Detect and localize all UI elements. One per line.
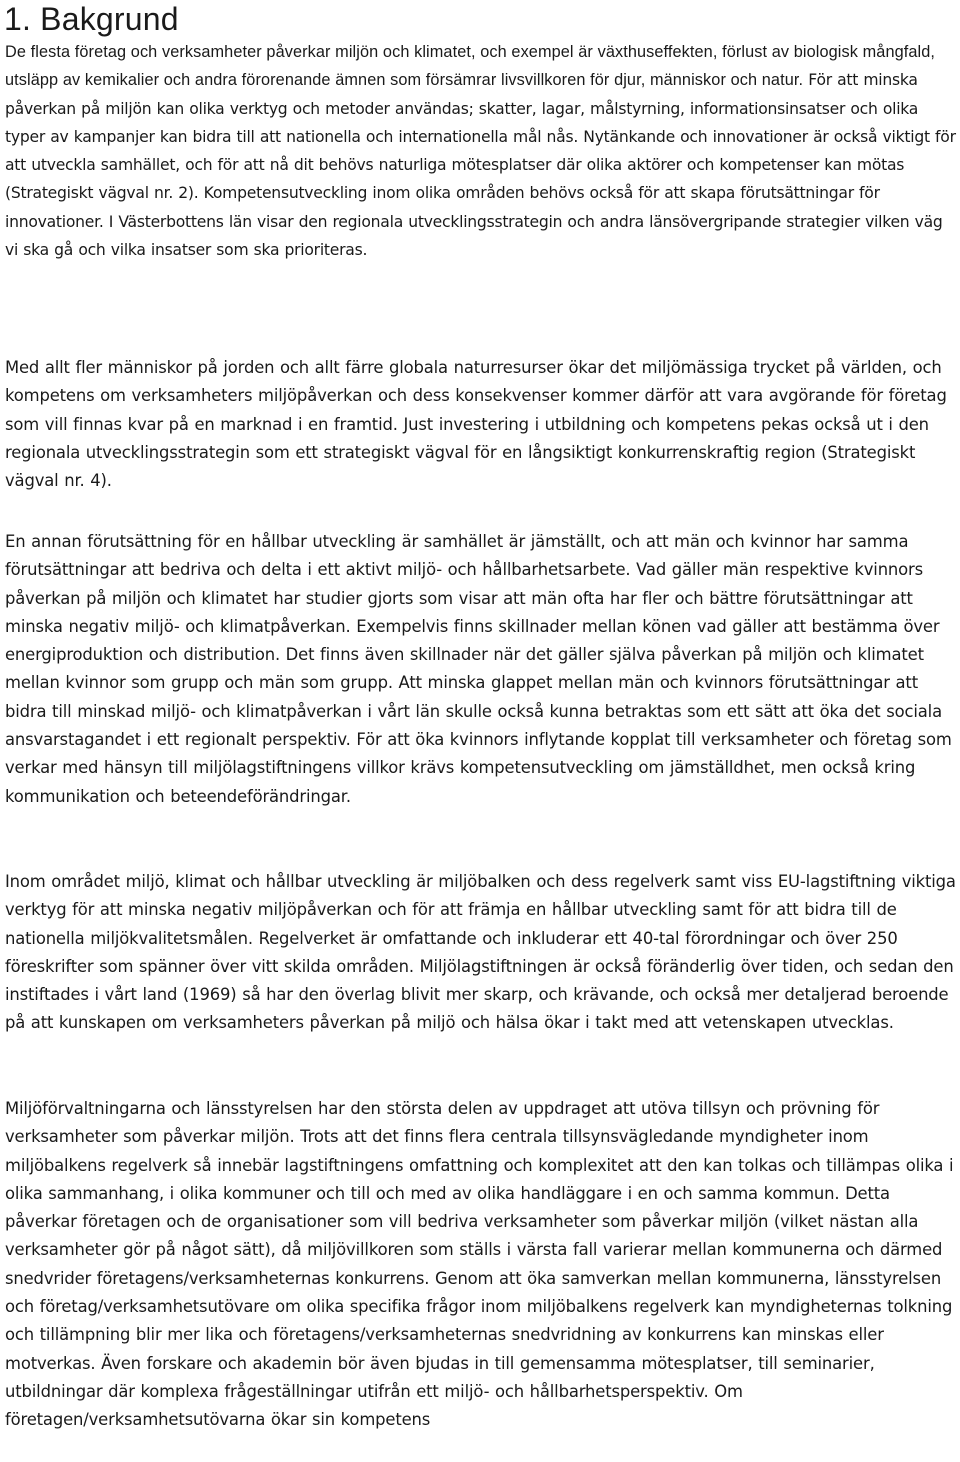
paragraph-supervision: Miljöförvaltningarna och länsstyrelsen har den största delen av uppdraget att utöva tillsyn och prövning för verksamheter som påverkar miljön. Trots att det finns flera centrala tillsynsvägledande myndigheter inom miljöbalkens regelverk så innebär lagstiftningens omfattning och komplexitet att den kan tolkas och tillämpas olika i olika sammanhang, i olika kommuner och till och med av olika handläggare i en och samma kommun. Detta påverkar företagen och de organisationer som vill bedriva verksamheter som påverkar miljön (vilket nästan alla verksamheter gör på något sätt), då miljövillkoren som ställs i värsta fall varierar mellan kommunerna och därmed snedvrider företagens/verksamheternas konkurrens. Genom att öka samverkan mellan kommunerna, länsstyrelsen och företag/verksamhetsutövare om olika specifika frågor inom miljöbalkens regelverk kan myndigheternas tolkning och tillämpning blir mer lika och företagens/verksamheternas snedvridning av konkurrens kan minskas eller motverkas. Även forskare och akademin bör även bjudas in till gemensamma mötesplatser, till seminarier, utbildningar där komplexa frågeställningar utifrån ett miljö- och hållbarhetsperspektiv. Om företagen/verksamhetsutövarna ökar sin kompetens [5,1099,954,1430]
section-heading: 1. Bakgrund [4,1,179,37]
paragraph-intro-body: För att minska påverkan på miljön kan olika verktyg och metoder användas; skatter, lagar, målstyrning, informationsinsatser och olika typer av kampanjer kan bidra till att nationella och internationella mål nås. Nytänkande och innovationer är också viktigt för att utveckla samhället, och för att nå dit behövs naturliga mötesplatser där olika aktörer och kompetenser kan mötas (Strategiskt vägval nr. 2). Kompetensutveckling inom olika områden behövs också för att skapa förutsättningar för innovationer. I Västerbottens län visar den regionala utvecklingsstrategin och andra länsövergripande strategier vilken väg vi ska gå och vilka insatser som ska prioriteras. [5,71,956,260]
paragraph-intro-lead: De flesta företag och verksamheter påverkar miljön och klimatet, och exempel är växthuseffekten, förlust av biologisk mångfald, utsläpp av kemikalier och andra förorenande ämnen som försämrar livsvillkoren för djur, människor och natur. [5,43,936,90]
paragraph-intro [5,38,960,264]
paragraph-resources: Med allt fler människor på jorden och allt färre globala naturresurser ökar det miljömässiga trycket på världen, och kompetens om verksamheters miljöpåverkan och dess konsekvenser kommer därför att vara avgörande för företag som vill finnas kvar på en marknad i en framtid. Just investering i utbildning och kompetens pekas också ut i den regionala utvecklingsstrategin som ett strategiskt vägval för en långsiktigt konkurrenskraftig region (Strategiskt vägval nr. 4). [5,358,947,491]
paragraph-legislation: Inom området miljö, klimat och hållbar utveckling är miljöbalken och dess regelverk samt viss EU-lagstiftning viktiga verktyg för att minska negativ miljöpåverkan och för att främja en hållbar utveckling samt för att bidra till de nationella miljökvalitetsmålen. Regelverket är omfattande och inkluderar ett 40-tal förordningar och över 250 föreskrifter som spänner över vitt skilda områden. Miljölagstiftningen är också föränderlig över tiden, och sedan den instiftades i vårt land (1969) så har den överlag blivit mer skarp, och krävande, och också mer detaljerad beroende på att kunskapen om verksamheters påverkan på miljö och hälsa ökar i takt med att vetenskapen utvecklas. [5,872,956,1033]
paragraph-equality: En annan förutsättning för en hållbar utveckling är samhället är jämställt, och att män och kvinnor har samma förutsättningar att bedriva och delta i ett aktivt miljö- och hållbarhetsarbete. Vad gäller män respektive kvinnors påverkan på miljön och klimatet har studier gjorts som visar att män ofta har fler och bättre förutsättningar att minska negativ miljö- och klimatpåverkan. Exempelvis finns skillnader mellan könen vad gäller att bestämma över energiproduktion och distribution. Det finns även skillnader när det gäller själva påverkan på miljön och klimatet mellan kvinnor som grupp och män som grupp. Att minska glappet mellan män och kvinnors förutsättningar att bidra till minskad miljö- och klimatpåverkan i vårt län skulle också kunna betraktas som ett sätt att öka det sociala ansvarstagandet i ett regionalt perspektiv. För att öka kvinnors inflytande kopplat till verksamheter och företag som verkar med hänsyn till miljölagstiftningens villkor krävs kompetensutveckling om jämställdhet, men också kring kommunikation och beteendeförändringar. [5,532,952,806]
